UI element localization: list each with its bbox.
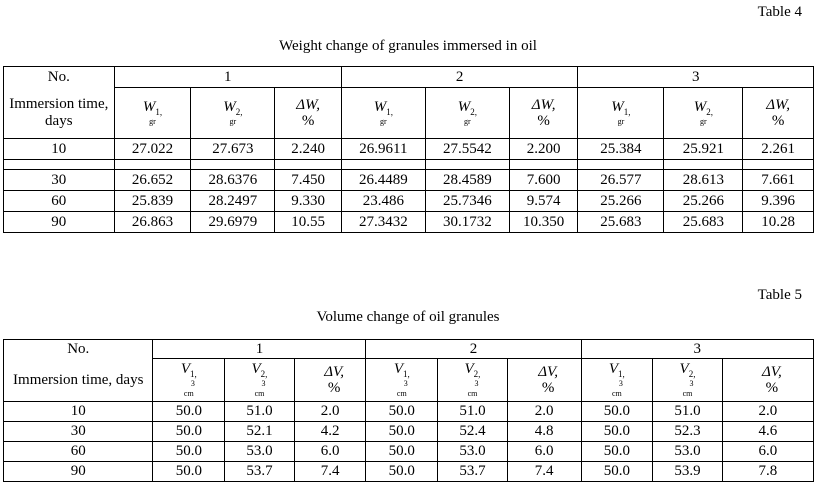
value-cell: 50.0 (153, 402, 225, 422)
value-cell: 26.863 (114, 212, 191, 233)
v1-header (153, 359, 225, 402)
value-cell: 25.683 (578, 212, 664, 233)
v1-header-unit-power: 3 (190, 379, 195, 389)
spacer-cell (743, 160, 814, 170)
v2-header-unit: cm (682, 389, 693, 399)
v2-header-unit-power: 3 (261, 379, 266, 389)
v2-header (225, 359, 295, 402)
value-cell: 28.4589 (425, 170, 509, 191)
w2-header-symbol (694, 99, 713, 115)
header-no: No. (4, 340, 153, 359)
v1-header-symbol (181, 361, 197, 377)
v1-header-unit-power: 3 (618, 379, 623, 389)
delta-v-unit: % (327, 380, 341, 396)
w1-header-letter: W (611, 98, 624, 115)
time-cell: 30 (4, 422, 153, 442)
delta-v-symbol: ΔV, (324, 363, 345, 380)
v1-header-letter: V (608, 360, 619, 377)
spacer-row (4, 160, 814, 170)
w2-header-unit: gr (229, 117, 237, 127)
time-cell: 30 (4, 170, 115, 191)
w2-header-letter: W (457, 98, 471, 115)
v2-header (438, 359, 508, 402)
value-cell: 7.8 (722, 462, 813, 482)
value-cell: 50.0 (366, 462, 438, 482)
value-cell: 51.0 (225, 402, 295, 422)
v2-header-symbol (464, 361, 480, 377)
table-row (4, 170, 814, 191)
value-cell: 2.200 (509, 139, 578, 160)
value-cell: 10.55 (275, 212, 342, 233)
value-cell: 25.266 (578, 191, 664, 212)
delta-w-header (743, 88, 814, 139)
table-row (4, 212, 814, 233)
w2-header (425, 88, 509, 139)
spacer-cell (114, 160, 191, 170)
value-cell: 50.0 (581, 402, 653, 422)
table4-caption: Weight change of granules immersed in oil (279, 38, 537, 54)
time-cell: 10 (4, 402, 153, 422)
v1-header-symbol (394, 361, 410, 377)
value-cell: 50.0 (153, 422, 225, 442)
group-header-1: 1 (114, 67, 341, 88)
value-cell: 52.4 (438, 422, 508, 442)
value-cell: 6.0 (294, 442, 366, 462)
value-cell: 7.450 (275, 170, 342, 191)
spacer-cell (275, 160, 342, 170)
time-cell: 90 (4, 212, 115, 233)
v1-header-subscript: 1, (618, 368, 625, 379)
value-cell: 25.266 (664, 191, 743, 212)
w2-header-subscript: 2, (470, 106, 477, 117)
delta-w-header (509, 88, 578, 139)
header-immersion-time: Immersion time, days (4, 359, 153, 402)
spacer-cell (4, 160, 115, 170)
v2-header-symbol (252, 361, 268, 377)
value-cell: 50.0 (366, 402, 438, 422)
delta-w-symbol: ΔW, (296, 96, 320, 113)
w2-header-symbol (223, 99, 242, 115)
spacer-cell (341, 160, 425, 170)
value-cell: 25.839 (114, 191, 191, 212)
w1-header-unit: gr (380, 117, 387, 127)
table5-caption: Volume change of oil granules (316, 309, 500, 325)
v2-header-letter: V (679, 360, 689, 377)
value-cell: 28.2497 (191, 191, 275, 212)
w2-header-letter: W (693, 98, 707, 115)
value-cell: 27.3432 (341, 212, 425, 233)
w1-header-symbol (374, 99, 393, 115)
group-header-3: 3 (578, 67, 814, 88)
w2-header-symbol (458, 99, 477, 115)
w1-header-unit: gr (617, 117, 625, 127)
v1-header (366, 359, 438, 402)
delta-v-unit: % (541, 380, 555, 396)
v1-header-letter: V (393, 360, 404, 377)
value-cell: 50.0 (153, 442, 225, 462)
delta-w-header (275, 88, 342, 139)
value-cell: 27.5542 (425, 139, 509, 160)
v1-header-unit: cm (611, 389, 622, 399)
group-header-3: 3 (581, 340, 814, 359)
w2-header-subscript: 2, (706, 106, 713, 117)
value-cell: 53.0 (653, 442, 723, 462)
table-row (4, 462, 814, 482)
value-cell: 26.9611 (341, 139, 425, 160)
value-cell: 25.683 (664, 212, 743, 233)
v1-header-unit-power: 3 (403, 379, 408, 389)
value-cell: 2.240 (275, 139, 342, 160)
spacer-cell (425, 160, 509, 170)
v2-header-symbol (680, 361, 696, 377)
value-cell: 7.600 (509, 170, 578, 191)
v2-header-unit-power: 3 (689, 379, 694, 389)
header-immersion-time: Immersion time, days (4, 88, 115, 139)
group-header-2: 2 (341, 67, 578, 88)
value-cell: 50.0 (366, 422, 438, 442)
v2-header-unit: cm (254, 389, 265, 399)
w1-header-symbol (611, 99, 630, 115)
value-cell: 10.350 (509, 212, 578, 233)
value-cell: 51.0 (653, 402, 723, 422)
v2-header-letter: V (251, 360, 261, 377)
w1-header-subscript: 1, (623, 106, 631, 117)
v1-header (581, 359, 653, 402)
spacer-cell (191, 160, 275, 170)
value-cell: 23.486 (341, 191, 425, 212)
value-cell: 2.261 (743, 139, 814, 160)
delta-w-unit: % (537, 113, 550, 129)
value-cell: 53.0 (225, 442, 295, 462)
value-cell: 53.7 (225, 462, 295, 482)
volume-change-table (3, 339, 814, 482)
value-cell: 2.0 (722, 402, 813, 422)
time-cell: 60 (4, 442, 153, 462)
w1-header (341, 88, 425, 139)
w1-header-subscript: 1, (386, 106, 393, 117)
delta-v-header (722, 359, 813, 402)
value-cell: 28.6376 (191, 170, 275, 191)
w2-header-letter: W (223, 98, 236, 115)
value-cell: 53.0 (438, 442, 508, 462)
header-no: No. (4, 67, 115, 88)
value-cell: 52.3 (653, 422, 723, 442)
value-cell: 50.0 (366, 442, 438, 462)
v1-header-unit: cm (183, 389, 194, 399)
time-cell: 90 (4, 462, 153, 482)
value-cell: 28.613 (664, 170, 743, 191)
v1-header-letter: V (180, 360, 191, 377)
v2-header-unit-power: 3 (474, 379, 479, 389)
w1-header-letter: W (142, 98, 156, 115)
delta-v-symbol: ΔV, (538, 363, 559, 380)
value-cell: 7.4 (294, 462, 366, 482)
delta-w-unit: % (301, 113, 315, 129)
value-cell: 25.384 (578, 139, 664, 160)
delta-v-header (294, 359, 366, 402)
value-cell: 50.0 (581, 462, 653, 482)
value-cell: 6.0 (507, 442, 581, 462)
w2-header-subscript: 2, (235, 106, 243, 117)
w1-header (578, 88, 664, 139)
value-cell: 27.022 (114, 139, 191, 160)
delta-v-symbol: ΔV, (762, 363, 782, 380)
value-cell: 6.0 (722, 442, 813, 462)
value-cell: 26.652 (114, 170, 191, 191)
table-row (4, 191, 814, 212)
w1-header-letter: W (373, 98, 387, 115)
table-row (4, 422, 814, 442)
v2-header-subscript: 2, (473, 368, 481, 379)
value-cell: 9.330 (275, 191, 342, 212)
value-cell: 53.7 (438, 462, 508, 482)
value-cell: 51.0 (438, 402, 508, 422)
value-cell: 50.0 (153, 462, 225, 482)
w2-header (664, 88, 743, 139)
value-cell: 25.921 (664, 139, 743, 160)
value-cell: 53.9 (653, 462, 723, 482)
value-cell: 27.673 (191, 139, 275, 160)
v2-header-letter: V (464, 360, 474, 377)
value-cell: 4.8 (507, 422, 581, 442)
value-cell: 7.661 (743, 170, 814, 191)
delta-w-unit: % (771, 113, 785, 129)
value-cell: 4.2 (294, 422, 366, 442)
value-cell: 2.0 (507, 402, 581, 422)
v1-header-unit: cm (396, 389, 407, 399)
spacer-cell (509, 160, 578, 170)
value-cell: 26.4489 (341, 170, 425, 191)
v2-header-subscript: 2, (688, 368, 696, 379)
delta-v-unit: % (765, 380, 779, 396)
v1-header-symbol (609, 361, 625, 377)
delta-v-header (507, 359, 581, 402)
w2-header (191, 88, 275, 139)
time-cell: 10 (4, 139, 115, 160)
delta-w-symbol: ΔW, (766, 96, 790, 113)
value-cell: 26.577 (578, 170, 664, 191)
value-cell: 50.0 (581, 422, 653, 442)
table-row (4, 442, 814, 462)
v2-header-unit: cm (467, 389, 478, 399)
spacer-cell (664, 160, 743, 170)
table-row (4, 402, 814, 422)
value-cell: 50.0 (581, 442, 653, 462)
group-header-2: 2 (366, 340, 581, 359)
value-cell: 7.4 (507, 462, 581, 482)
value-cell: 9.396 (743, 191, 814, 212)
table-row (4, 139, 814, 160)
table5-label: Table 5 (757, 287, 802, 303)
value-cell: 2.0 (294, 402, 366, 422)
v2-header-subscript: 2, (260, 368, 268, 379)
weight-change-table (3, 66, 814, 233)
w1-header-subscript: 1, (155, 106, 163, 117)
v1-header-subscript: 1, (190, 368, 197, 379)
value-cell: 30.1732 (425, 212, 509, 233)
value-cell: 4.6 (722, 422, 813, 442)
value-cell: 29.6979 (191, 212, 275, 233)
w2-header-unit: gr (699, 117, 707, 127)
value-cell: 25.7346 (425, 191, 509, 212)
time-cell: 60 (4, 191, 115, 212)
group-header-1: 1 (153, 340, 366, 359)
table4-label: Table 4 (757, 4, 802, 20)
v2-header (653, 359, 723, 402)
delta-w-symbol: ΔW, (531, 96, 556, 113)
value-cell: 9.574 (509, 191, 578, 212)
spacer-cell (578, 160, 664, 170)
w1-header-symbol (143, 99, 162, 115)
w1-header (114, 88, 191, 139)
value-cell: 10.28 (743, 212, 814, 233)
v1-header-subscript: 1, (403, 368, 410, 379)
value-cell: 52.1 (225, 422, 295, 442)
w2-header-unit: gr (463, 117, 471, 127)
w1-header-unit: gr (149, 117, 156, 127)
